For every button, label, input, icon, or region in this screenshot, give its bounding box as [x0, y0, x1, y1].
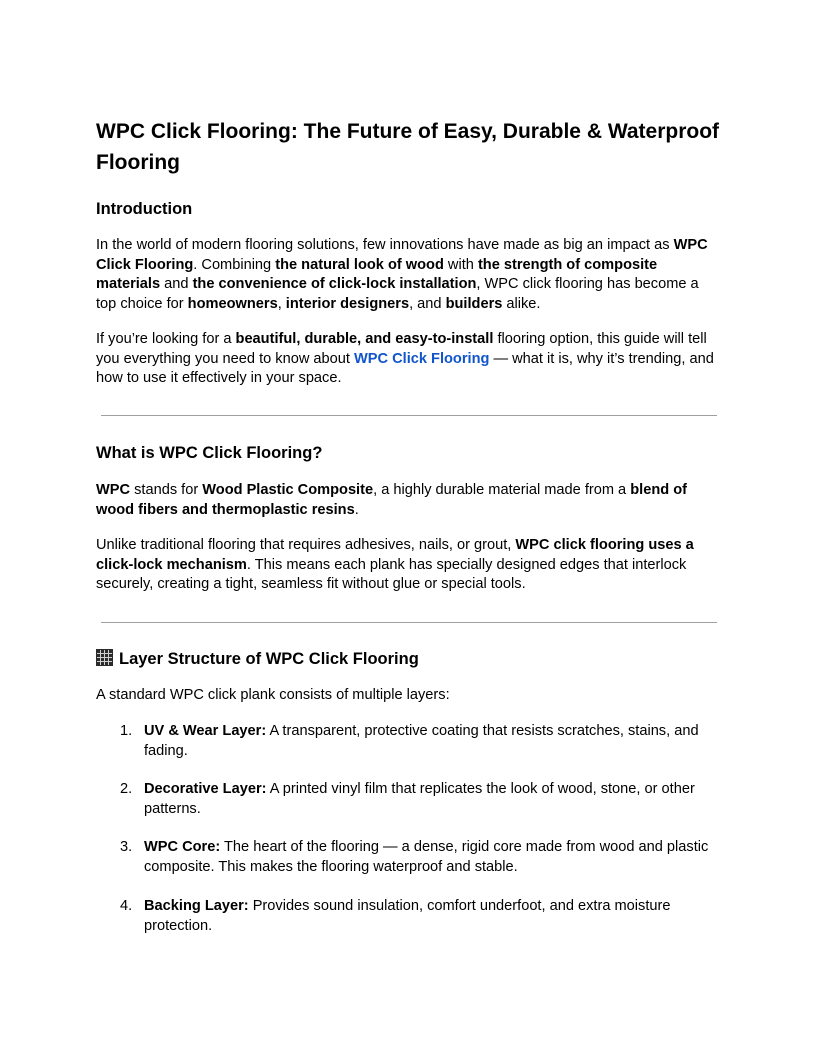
list-item-label: Decorative Layer: — [144, 781, 267, 797]
what-paragraph-2 — [96, 536, 720, 595]
bold-run: blend of wood fibers and thermoplastic resins — [96, 482, 687, 518]
intro-heading-block — [96, 198, 720, 220]
text-run: , and — [409, 295, 446, 312]
list-number: 4. — [120, 898, 133, 914]
list-number: 2. — [120, 781, 133, 797]
bold-run: homeowners — [187, 295, 278, 312]
list-item-label: Backing Layer: — [144, 898, 249, 914]
intro-paragraph-1 — [96, 236, 720, 314]
text-run: , WPC click flooring has become a top choice for — [96, 276, 699, 312]
list-item — [96, 780, 720, 819]
text-run: alike. — [502, 295, 541, 312]
what-paragraph-1 — [96, 481, 720, 520]
horizontal-rule — [101, 415, 717, 416]
text-run: , — [277, 295, 286, 312]
list-item-label: WPC Core: — [144, 839, 221, 855]
bold-run: builders — [445, 295, 503, 312]
bold-run: Wood Plastic Composite — [202, 482, 374, 498]
text-run: . — [354, 501, 359, 518]
horizontal-rule — [101, 622, 717, 623]
list-number: 1. — [120, 723, 133, 739]
bold-run: WPC click flooring uses a click-lock mechanism — [96, 537, 694, 573]
list-item — [96, 838, 720, 877]
what-heading: What is WPC Click Flooring? — [96, 444, 323, 462]
list-number: 3. — [120, 839, 133, 855]
layers-intro — [96, 686, 720, 706]
list-item-label: UV & Wear Layer: — [144, 723, 267, 739]
intro-heading: Introduction — [96, 200, 193, 218]
bold-run: the convenience of click-lock installation — [192, 276, 477, 293]
bold-run: the strength of composite materials — [96, 256, 658, 293]
text-run: stands for — [130, 482, 203, 498]
text-run: flooring option, this guide will tell you everything you need to know about — [96, 331, 707, 367]
layers-heading: Layer Structure of WPC Click Flooring — [119, 650, 419, 668]
document-title: WPC Click Flooring: The Future of Easy, Durable & Waterproof Flooring — [96, 120, 720, 174]
text-run: and — [160, 276, 193, 293]
what-heading-block — [96, 442, 720, 464]
document-title-block — [96, 116, 720, 178]
list-item-text: A transparent, protective coating that resists scratches, stains, and fading. — [144, 723, 699, 759]
text-run: Unlike traditional flooring that requires adhesives, nails, or grout, — [96, 537, 516, 553]
text-run: . This means each plank has specially designed edges that interlock securely, creating a tight, seamless fit without glue or special tools. — [96, 556, 687, 593]
list-item-text: Provides sound insulation, comfort underfoot, and extra moisture protection. — [144, 898, 671, 934]
list-item — [96, 897, 720, 936]
text-run: In the world of modern flooring solutions, few innovations have made as big an impact as — [96, 237, 674, 253]
list-item-text: A printed vinyl film that replicates the look of wood, stone, or other patterns. — [144, 781, 695, 817]
bold-run: WPC — [96, 482, 131, 498]
bold-run: the natural look of wood — [275, 256, 444, 273]
grid-icon — [96, 649, 113, 666]
list-item-text: The heart of the flooring — a dense, rigid core made from wood and plastic composite. This makes the flooring waterproof and stable. — [144, 839, 709, 875]
layers-heading-block — [96, 648, 720, 670]
text-run: with — [443, 256, 478, 273]
layers-intro-text: A standard WPC click plank consists of multiple layers: — [96, 687, 450, 703]
text-run: If you’re looking for a — [96, 331, 236, 347]
bold-run: WPC Click Flooring — [96, 237, 708, 273]
intro-paragraph-2 — [96, 330, 720, 389]
wpc-click-flooring-link[interactable]: WPC Click Flooring — [354, 350, 490, 367]
text-run: , a highly durable material made from a — [373, 482, 631, 498]
text-run: . Combining — [193, 256, 276, 273]
bold-run: interior designers — [285, 295, 410, 312]
bold-run: beautiful, durable, and easy-to-install — [235, 331, 494, 347]
text-run: — what it is, why it’s trending, and how to use it effectively in your space. — [96, 350, 714, 387]
list-item — [96, 722, 720, 761]
